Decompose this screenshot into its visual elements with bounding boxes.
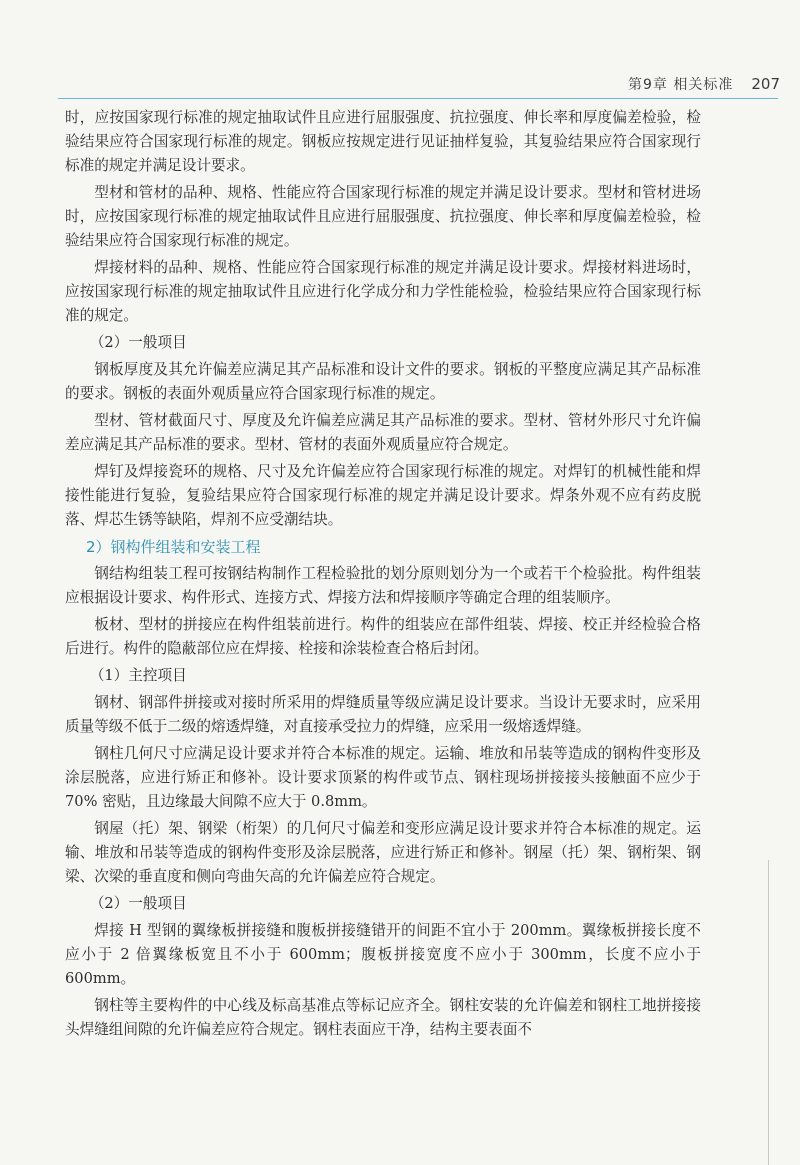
- subheading-general-items: （2）一般项目: [89, 334, 187, 351]
- paragraph: 钢结构组装工程可按钢结构制作工程检验批的划分原则划分为一个或若干个检验批。构件组装应根据设计要求、构件形式、连接方式、焊接方法和焊接顺序等确定合理的组装顺序。: [65, 565, 701, 606]
- paragraph: 焊钉及焊接瓷环的规格、尺寸及允许偏差应符合国家现行标准的规定。对焊钉的机械性能和焊接性能进行复验，复验结果应符合国家现行标准的规定并满足设计要求。焊条外观不应有药皮脱落、焊芯生锈等缺陷，焊剂不应受潮结块。: [65, 463, 701, 528]
- paragraph: 型材、管材截面尺寸、厚度及允许偏差应满足其产品标准的要求。型材、管材外形尺寸允许偏差应满足其产品标准的要求。型材、管材的表面外观质量应符合规定。: [65, 412, 701, 453]
- subheading-general-items: （2）一般项目: [89, 895, 187, 912]
- page-body: [65, 106, 701, 1045]
- paragraph: 钢材、钢部件拼接或对接时所采用的焊缝质量等级应满足设计要求。当设计无要求时，应采用质量等级不低于二级的熔透焊缝，对直接承受拉力的焊缝，应采用一级熔透焊缝。: [65, 694, 701, 735]
- paragraph: 钢屋（托）架、钢梁（桁架）的几何尺寸偏差和变形应满足设计要求并符合本标准的规定。运输、堆放和吊装等造成的钢构件变形及涂层脱落，应进行矫正和修补。钢屋（托）架、钢桁架、钢梁、次梁的垂直度和侧向弯曲矢高的允许偏差应符合规定。: [65, 820, 701, 885]
- paragraph: 板材、型材的拼接应在构件组装前进行。构件的组装应在部件组装、焊接、校正并经检验合格后进行。构件的隐蔽部位应在焊接、栓接和涂装检查合格后封闭。: [65, 616, 701, 657]
- paragraph: 时，应按国家现行标准的规定抽取试件且应进行屈服强度、抗拉强度、伸长率和厚度偏差检验，检验结果应符合国家现行标准的规定。钢板应按规定进行见证抽样复验，其复验结果应符合国家现行标准的规定并满足设计要求。: [65, 109, 701, 174]
- paragraph: 焊接材料的品种、规格、性能应符合国家现行标准的规定并满足设计要求。焊接材料进场时，应按国家现行标准的规定抽取试件且应进行化学成分和力学性能检验，检验结果应符合国家现行标准的规定。: [65, 259, 701, 324]
- header-divider: [58, 98, 778, 99]
- running-header: [0, 70, 780, 98]
- paragraph: 焊接 H 型钢的翼缘板拼接缝和腹板拼接缝错开的间距不宜小于 200mm。翼缘板拼接长度不应小于 2 倍翼缘板宽且不小于 600mm；腹板拼接宽度不应小于 300mm，长度不应小于 600mm。: [65, 922, 701, 987]
- paragraph: 钢板厚度及其允许偏差应满足其产品标准和设计文件的要求。钢板的平整度应满足其产品标准的要求。钢板的表面外观质量应符合国家现行标准的规定。: [65, 361, 701, 402]
- subheading-main-items: （1）主控项目: [89, 667, 187, 684]
- paragraph: 钢柱几何尺寸应满足设计要求并符合本标准的规定。运输、堆放和吊装等造成的钢构件变形及涂层脱落，应进行矫正和修补。设计要求顶紧的构件或节点、钢柱现场拼接接头接触面不应少于 70% 密贴，且边缘最大间隙不应大于 0.8mm。: [65, 745, 701, 810]
- section-heading: 2）钢构件组装和安装工程: [86, 538, 261, 556]
- paragraph: 钢柱等主要构件的中心线及标高基准点等标记应齐全。钢柱安装的允许偏差和钢柱工地拼接接头焊缝组间隙的允许偏差应符合规定。钢柱表面应干净，结构主要表面不: [65, 997, 701, 1038]
- page-number: 207: [751, 75, 780, 93]
- page-edge-line: [768, 860, 769, 1165]
- paragraph: 型材和管材的品种、规格、性能应符合国家现行标准的规定并满足设计要求。型材和管材进场时，应按国家现行标准的规定抽取试件且应进行屈服强度、抗拉强度、伸长率和厚度偏差检验，检验结果应符合国家现行标准的规定。: [65, 184, 701, 249]
- chapter-title: 第9章 相关标准: [628, 77, 734, 93]
